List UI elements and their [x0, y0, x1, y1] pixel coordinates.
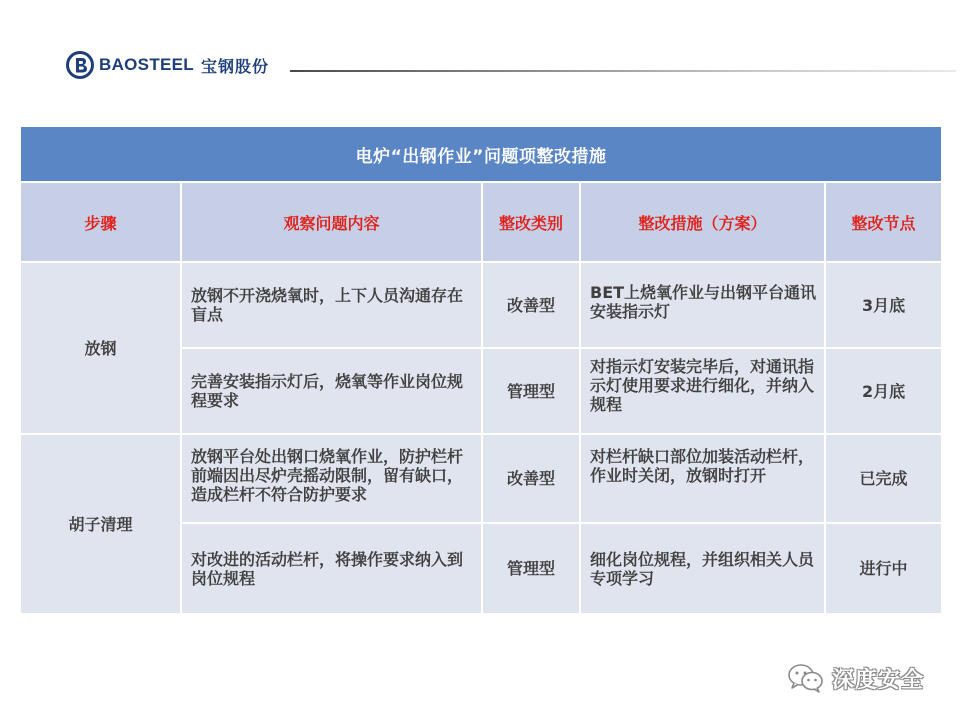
table-header-row	[20, 182, 942, 262]
column-header-deadline: 整改节点	[825, 182, 942, 262]
rectification-table	[19, 125, 943, 615]
column-header-type: 整改类别	[482, 182, 580, 262]
baosteel-logo-icon	[66, 51, 94, 79]
column-header-step: 步骤	[20, 182, 181, 262]
type-cell: 管理型	[482, 523, 580, 614]
header-divider	[290, 70, 956, 72]
issue-cell: 放钢不开浇烧氧时，上下人员沟通存在盲点	[181, 262, 482, 348]
wechat-icon	[786, 662, 826, 694]
table-row	[20, 434, 942, 523]
column-header-measure: 整改措施（方案）	[580, 182, 825, 262]
issue-cell: 对改进的活动栏杆，将操作要求纳入到岗位规程	[181, 523, 482, 614]
table-row	[20, 262, 942, 348]
deadline-cell: 3月底	[825, 262, 942, 348]
measure-cell: BET上烧氧作业与出钢平台通讯安装指示灯	[580, 262, 825, 348]
measure-cell: 对栏杆缺口部位加装活动栏杆，作业时关闭，放钢时打开	[580, 434, 825, 523]
step-cell: 胡子清理	[20, 434, 181, 614]
type-cell: 管理型	[482, 348, 580, 434]
table-title: 电炉“出钢作业”问题项整改措施	[20, 126, 942, 182]
type-cell: 改善型	[482, 434, 580, 523]
brand-name-en: BAOSTEEL	[99, 55, 194, 74]
brand-logo	[66, 50, 269, 80]
issue-cell: 完善安装指示灯后，烧氧等作业岗位规程要求	[181, 348, 482, 434]
watermark-text: 深度安全	[832, 667, 925, 693]
deadline-cell: 进行中	[825, 523, 942, 614]
type-cell: 改善型	[482, 262, 580, 348]
deadline-cell: 已完成	[825, 434, 942, 523]
issue-cell: 放钢平台处出钢口烧氧作业，防护栏杆前端因出尽炉壳摇动限制，留有缺口，造成栏杆不符合防护要求	[181, 434, 482, 523]
measure-cell: 细化岗位规程，并组织相关人员专项学习	[580, 523, 825, 614]
step-cell: 放钢	[20, 262, 181, 434]
measure-cell: 对指示灯安装完毕后，对通讯指示灯使用要求进行细化，并纳入规程	[580, 348, 825, 434]
deadline-cell: 2月底	[825, 348, 942, 434]
column-header-issue: 观察问题内容	[181, 182, 482, 262]
watermark	[786, 660, 924, 696]
brand-name-cn: 宝钢股份	[200, 56, 269, 76]
